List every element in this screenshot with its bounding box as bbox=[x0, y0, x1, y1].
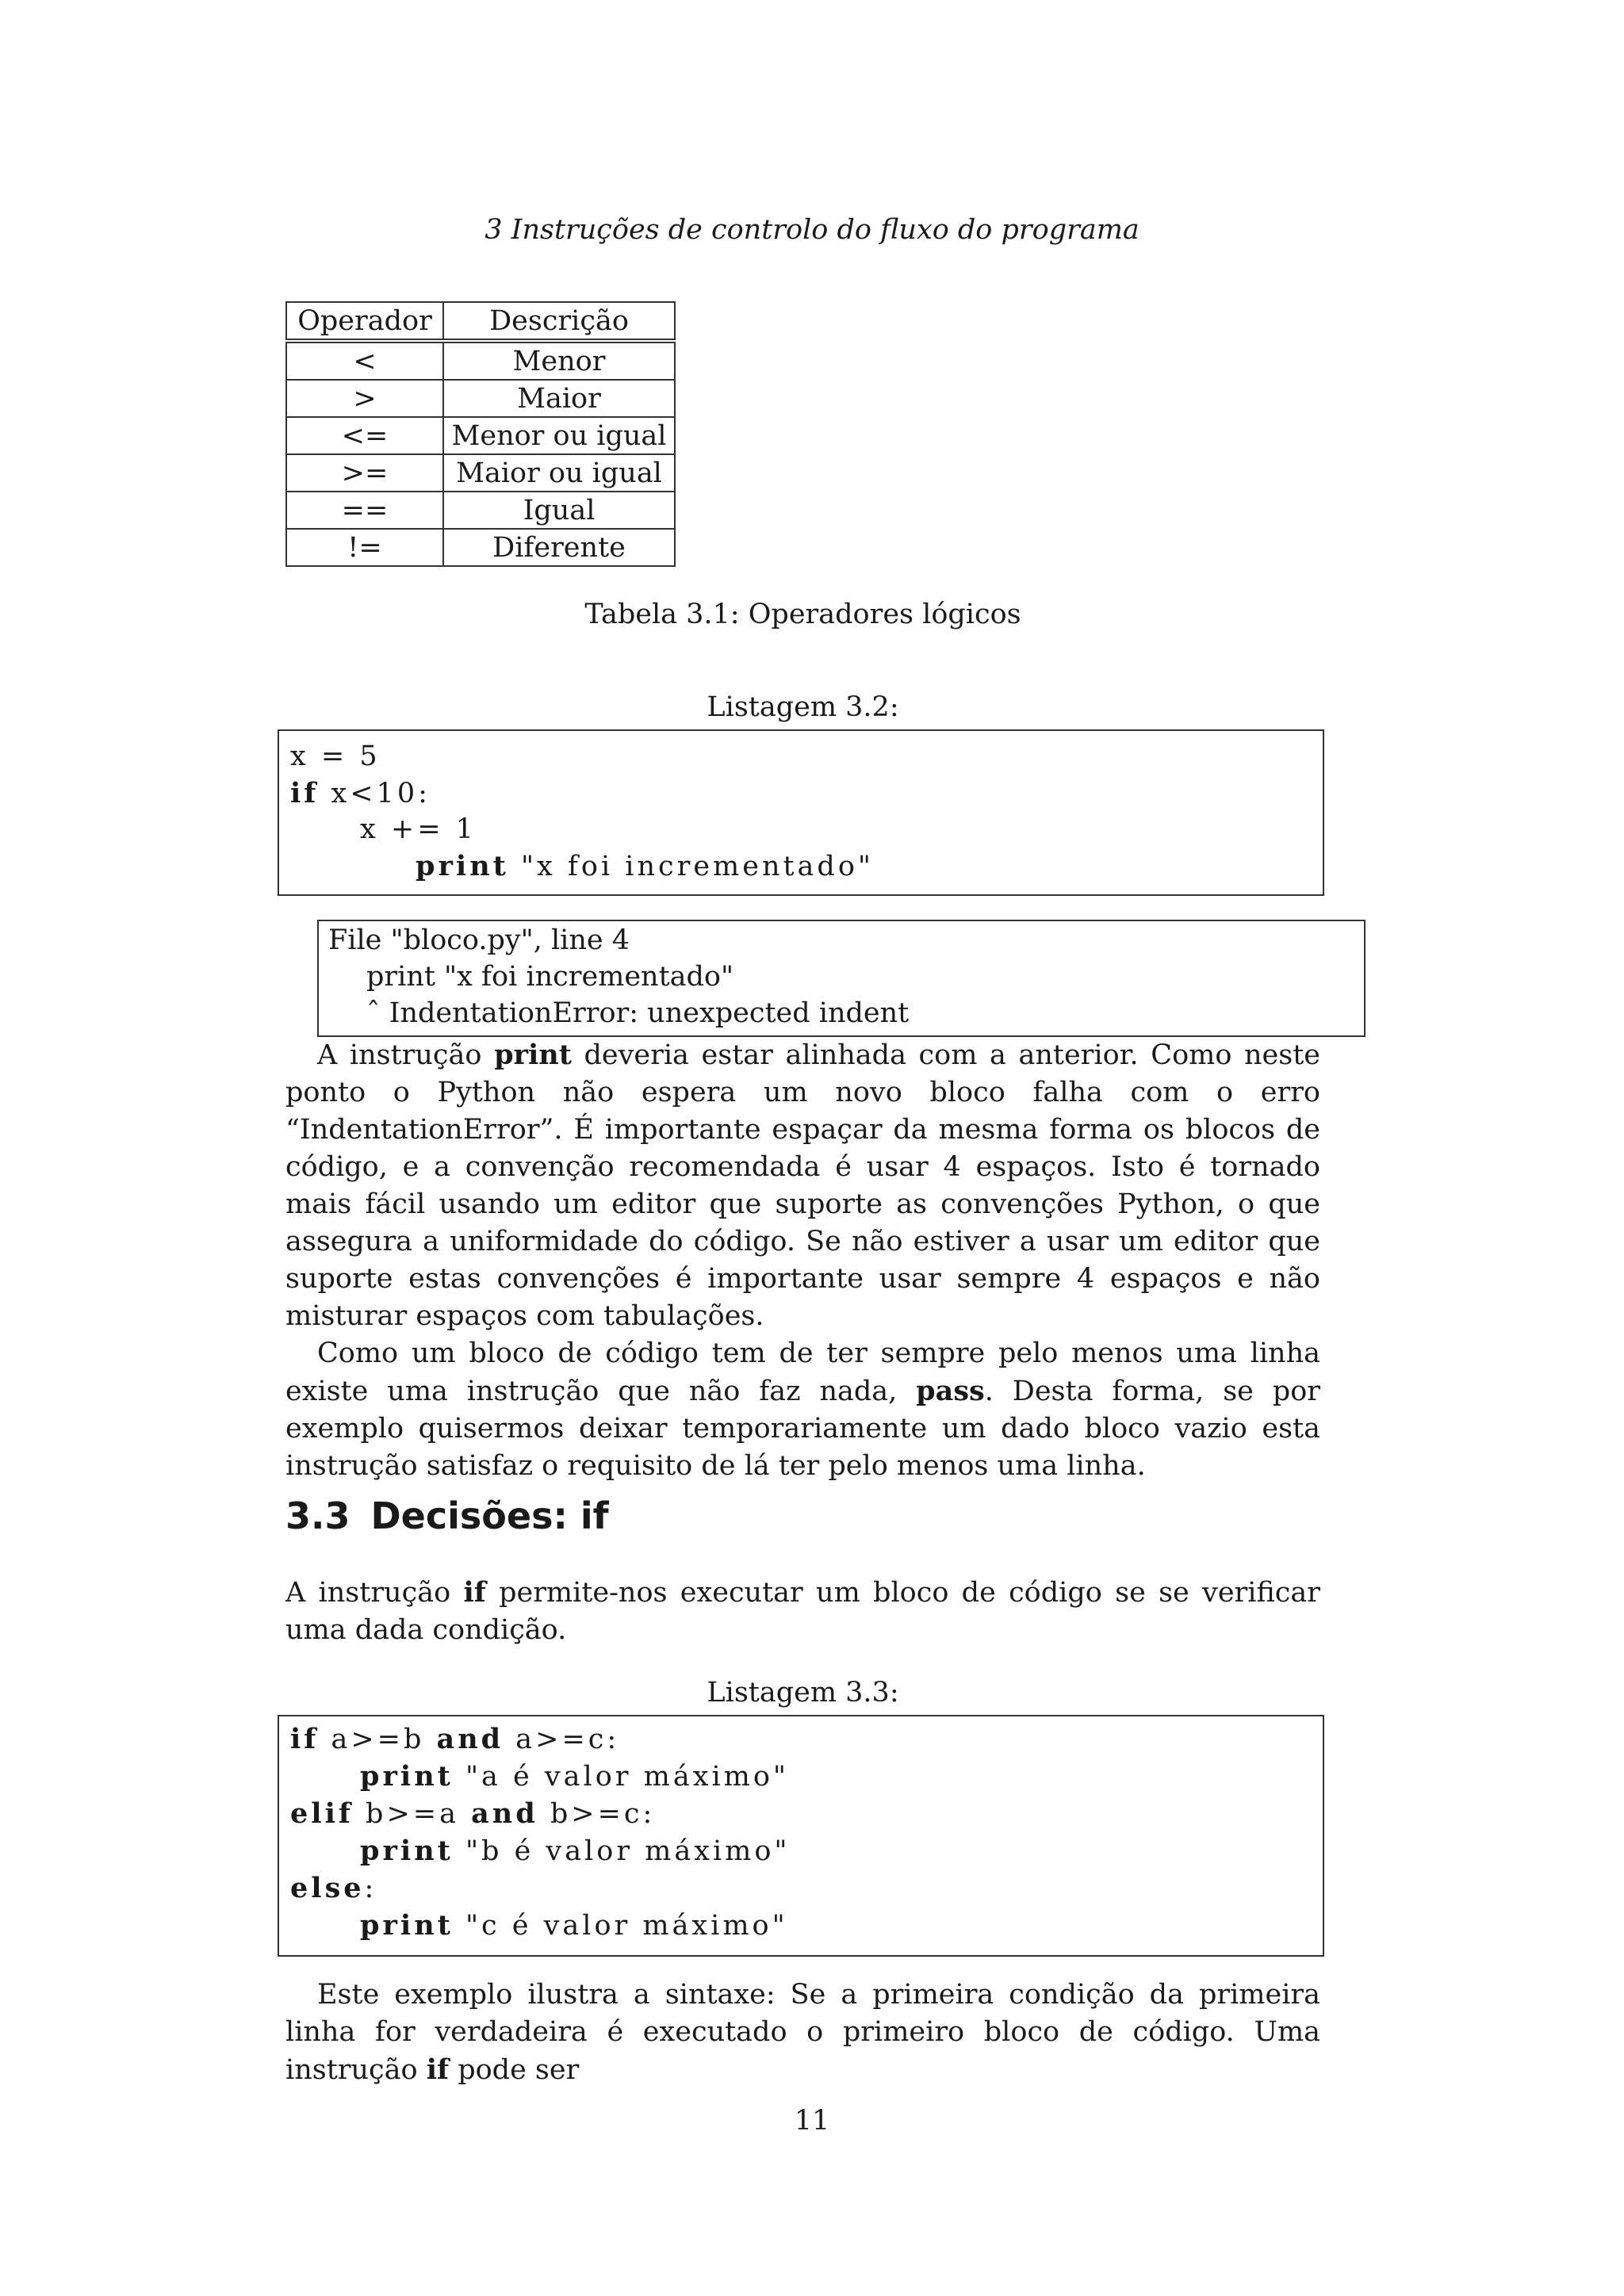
listing-3-3-caption: Listagem 3.3: bbox=[707, 1677, 899, 1709]
inline-keyword: print bbox=[494, 1039, 572, 1071]
code-line: if a>=b and a>=c: bbox=[290, 1723, 620, 1755]
operators-table bbox=[285, 301, 676, 567]
table-cell: Diferente bbox=[443, 529, 675, 566]
code-line: if x<10: bbox=[290, 777, 431, 809]
table-row bbox=[286, 380, 675, 417]
table-row bbox=[286, 529, 675, 566]
table-cell: != bbox=[286, 529, 443, 566]
table-cell: Maior bbox=[443, 380, 675, 417]
table-row bbox=[286, 492, 675, 529]
paragraph: Como um bloco de código tem de ter sempre pelo menos uma linha existe uma instrução que não faz nada, pass. Desta forma, se por exemplo quisermos deixar temporariamente um dado bloco vazio esta instrução satisfaz o requisito de lá ter pelo menos uma linha. bbox=[285, 1337, 1321, 1482]
table-cell: <= bbox=[286, 417, 443, 454]
page-number: 11 bbox=[794, 2105, 830, 2137]
table-cell: < bbox=[286, 341, 443, 380]
code-line: x += 1 bbox=[360, 813, 477, 845]
table-row bbox=[286, 417, 675, 454]
table-cell: >= bbox=[286, 454, 443, 492]
paragraph: A instrução print deveria estar alinhada com a anterior. Como neste ponto o Python não espera um novo bloco falha com o erro “IndentationError”. É importante espaçar da mesma forma os blocos de código, e a convenção recomendada é usar 4 espaços. Isto é tornado mais fácil usando um editor que suporte as convenções Python, o que assegura a uniformidade do código. Se não estiver a usar um editor que suporte estas convenções é importante usar sempre 4 espaços e não misturar espaços com tabulações. bbox=[285, 1039, 1320, 1332]
table-cell: > bbox=[286, 380, 443, 417]
paragraph: Este exemplo ilustra a sintaxe: Se a primeira condição da primeira linha for verdadeira é executado o primeiro bloco de código. Uma instrução if pode ser bbox=[285, 1979, 1320, 2086]
table-cell: Menor bbox=[443, 341, 675, 380]
table-caption: Tabela 3.1: Operadores lógicos bbox=[584, 599, 1021, 630]
error-line: ˆ IndentationError: unexpected indent bbox=[366, 997, 910, 1029]
listing-3-3-code bbox=[278, 1715, 1324, 1957]
code-line: print "c é valor máximo" bbox=[360, 1909, 788, 1942]
running-header: 3 Instruções de controlo do fluxo do programa bbox=[485, 214, 1139, 246]
paragraph: A instrução if permite-nos executar um bloco de código se se verificar uma dada condição. bbox=[285, 1576, 1320, 1646]
section-intro bbox=[285, 1574, 1320, 1649]
code-line: x = 5 bbox=[290, 740, 381, 772]
inline-keyword: if bbox=[426, 2053, 450, 2086]
listing-3-2-caption: Listagem 3.2: bbox=[707, 691, 899, 723]
code-line: elif b>=a and b>=c: bbox=[290, 1797, 656, 1830]
listing-3-2-code bbox=[278, 729, 1324, 896]
error-line: print "x foi incrementado" bbox=[366, 961, 734, 993]
code-line: print "x foi incrementado" bbox=[416, 850, 874, 882]
inline-keyword: if bbox=[463, 1576, 486, 1609]
table-row bbox=[286, 454, 675, 492]
code-line: print "a é valor máximo" bbox=[360, 1760, 789, 1793]
code-line: print "b é valor máximo" bbox=[360, 1835, 791, 1867]
error-output-box bbox=[317, 920, 1365, 1037]
section-heading: 3.3 Decisões: if bbox=[285, 1494, 609, 1537]
section-closing bbox=[285, 1976, 1320, 2089]
code-line: else: bbox=[290, 1872, 377, 1904]
inline-keyword: pass bbox=[916, 1375, 985, 1407]
body-paragraphs bbox=[285, 1036, 1320, 1485]
table-header-operator: Operador bbox=[286, 302, 443, 341]
table-cell: Maior ou igual bbox=[443, 454, 675, 492]
error-line: File "bloco.py", line 4 bbox=[328, 924, 630, 956]
table-cell: == bbox=[286, 492, 443, 529]
table-cell: Igual bbox=[443, 492, 675, 529]
table-header-description: Descrição bbox=[443, 302, 675, 341]
table-row bbox=[286, 341, 675, 380]
table-cell: Menor ou igual bbox=[443, 417, 675, 454]
